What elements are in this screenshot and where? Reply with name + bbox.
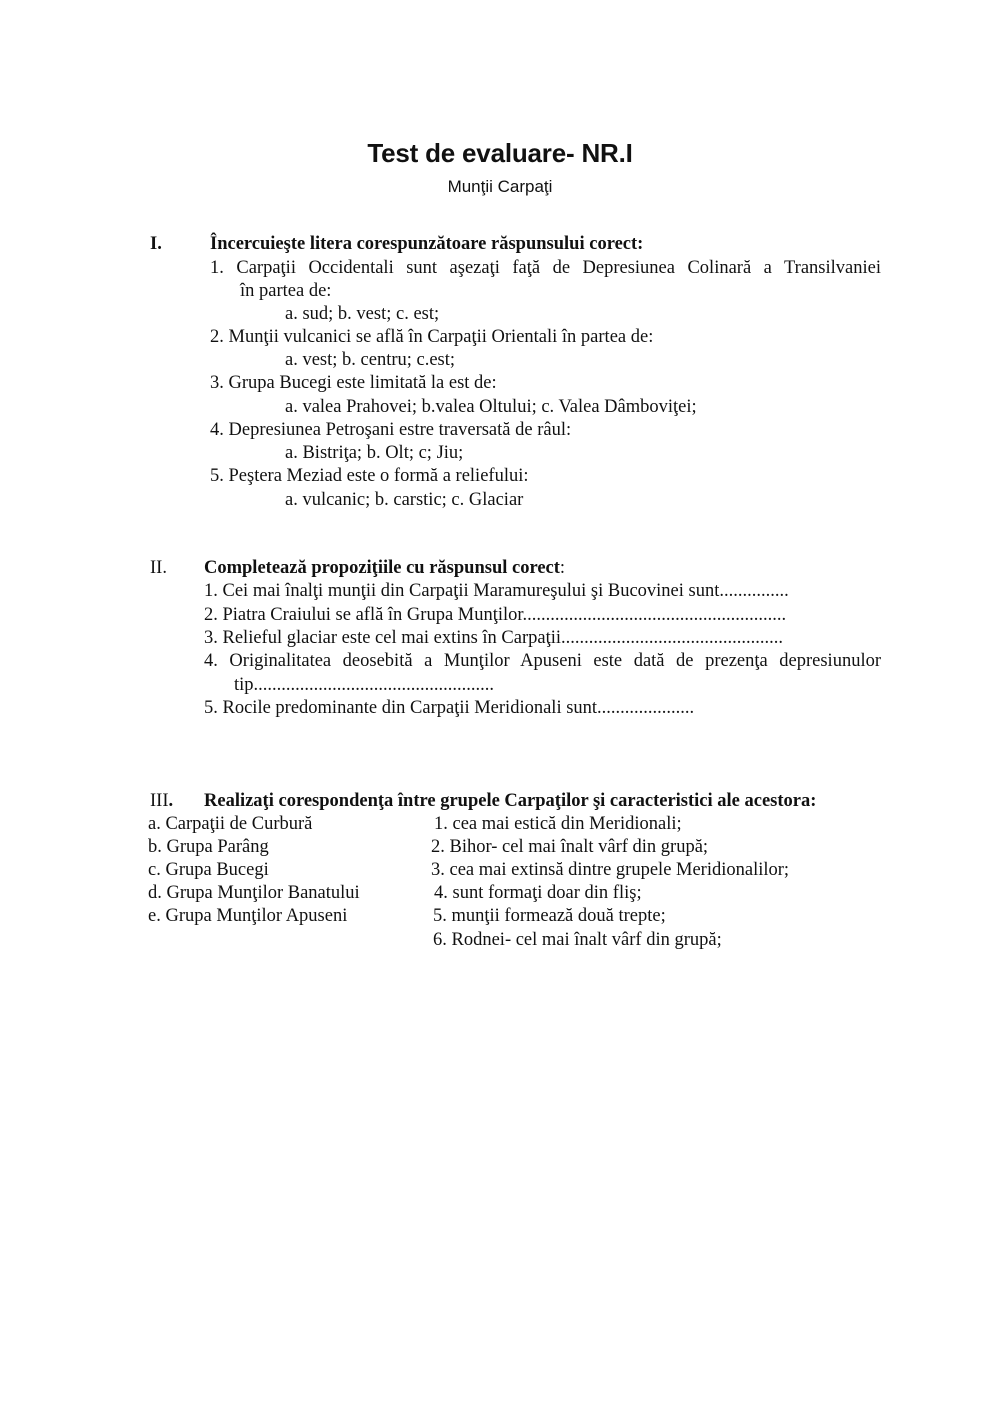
question-3-options: a. valea Prahovei; b.valea Oltului; c. Valea Dâmboviţei; (285, 397, 697, 417)
sentence-1: 1. Cei mai înalţi munţii din Carpaţii Maramureşului şi Bucovinei sunt............... (204, 581, 789, 601)
feature-item-1: 1. cea mai estică din Meridionali; (434, 814, 682, 834)
question-1-text: 1. Carpaţii Occidentali sunt aşezaţi faţă de Depresiunea Colinară a Transilvaniei (210, 258, 881, 278)
feature-item-2: 2. Bihor- cel mai înalt vârf din grupă; (431, 837, 709, 857)
feature-item-3: 3. cea mai extinsă dintre grupele Meridionalilor; (431, 860, 790, 880)
question-1-line-2: în partea de: (240, 281, 332, 301)
question-5: 5. Peştera Meziad este o formă a reliefului: (210, 466, 529, 486)
sentence-4-line-1 (204, 650, 881, 672)
group-item-a: a. Carpaţii de Curbură (148, 814, 313, 834)
page-title: Test de evaluare- NR.I (367, 138, 633, 168)
question-1-options: a. sud; b. vest; c. est; (285, 304, 440, 324)
question-2-options: a. vest; b. centru; c.est; (285, 350, 456, 370)
section-3-numeral-line (150, 790, 173, 812)
section-1-heading: Încercuieşte litera corespunzătoare răspunsului corect: (210, 234, 644, 254)
group-item-c: c. Grupa Bucegi (148, 860, 269, 880)
section-3-numeral: III (150, 791, 169, 811)
section-2-heading-line (204, 557, 565, 579)
section-2-heading-colon: : (559, 558, 566, 578)
sentence-4-line-2: tip.................................................... (234, 675, 495, 695)
question-5-options: a. vulcanic; b. carstic; c. Glaciar (285, 490, 524, 510)
sentence-5: 5. Rocile predominante din Carpaţii Meridionali sunt..................... (204, 698, 695, 718)
question-4-options: a. Bistriţa; b. Olt; c; Jiu; (285, 443, 464, 463)
group-item-d: d. Grupa Munţilor Banatului (148, 883, 360, 903)
question-3: 3. Grupa Bucegi este limitată la est de: (210, 373, 497, 393)
feature-item-6: 6. Rodnei- cel mai înalt vârf din grupă; (433, 930, 722, 950)
page-subtitle: Munţii Carpaţi (447, 177, 553, 196)
section-2-numeral: II. (150, 558, 167, 578)
section-2-heading: Completează propoziţiile cu răspunsul corect (204, 558, 560, 578)
feature-item-5: 5. munţii formează două trepte; (433, 906, 666, 926)
sentence-4-text: 4. Originalitatea deosebită a Munţilor Apuseni este dată de prezenţa depresiunulor (204, 651, 881, 671)
feature-item-4: 4. sunt formaţi doar din fliş; (434, 883, 642, 903)
group-item-e: e. Grupa Munţilor Apuseni (148, 906, 348, 926)
section-3-numeral-dot: . (168, 791, 174, 811)
section-1-numeral: I. (150, 234, 162, 254)
section-3-heading: Realizaţi corespondenţa între grupele Carpaţilor şi caracteristici ale acestora: (204, 791, 817, 811)
question-2: 2. Munţii vulcanici se află în Carpaţii Orientali în partea de: (210, 327, 654, 347)
group-item-b: b. Grupa Parâng (148, 837, 269, 857)
sentence-2: 2. Piatra Craiului se află în Grupa Munţilor......................................................... (204, 605, 787, 625)
sentence-3: 3. Relieful glaciar este cel mai extins în Carpaţii................................................ (204, 628, 784, 648)
question-4: 4. Depresiunea Petroşani estre traversată de râul: (210, 420, 572, 440)
question-1-line-1 (210, 257, 881, 279)
